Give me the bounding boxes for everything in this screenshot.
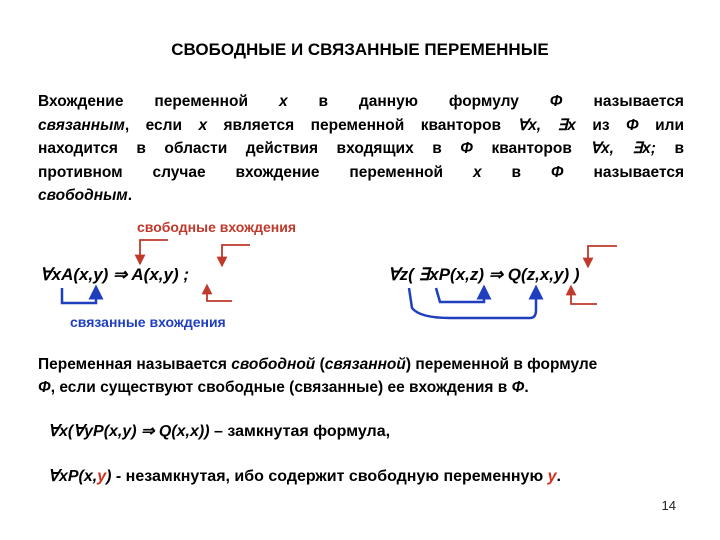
quantifier-exists: ∃x — [557, 116, 576, 134]
bound-arrows — [62, 288, 536, 318]
var-x: x — [278, 93, 288, 110]
phi: Φ — [549, 93, 563, 110]
text: является переменной кванторов — [223, 116, 502, 134]
closed-formula: ∀x(∀yP(x,y) ⇒ Q(x,x)) — [48, 423, 210, 440]
example-open — [48, 466, 561, 486]
bound-occurrences-label: связанные вхождения — [70, 314, 226, 330]
term-bound: связанным — [38, 116, 125, 134]
formula-left: ∀xA(x,y) ⇒ A(x,y) ; — [40, 265, 189, 284]
text: в — [674, 140, 684, 157]
var-x: x — [472, 163, 482, 181]
phi: Φ — [38, 379, 51, 396]
bound-arrow-x — [436, 288, 484, 302]
quantifier-forall: ∀x, — [590, 140, 614, 157]
text: Вхождение переменной — [38, 93, 249, 110]
bound-arrow-left — [62, 288, 96, 303]
quantifier-exists: ∃x; — [632, 140, 656, 157]
open-formula: ∀xP(x, — [48, 468, 98, 485]
phi: Φ — [625, 116, 639, 134]
text: находится в области действия входящих в — [38, 140, 442, 157]
text: в — [511, 163, 521, 181]
definition2-paragraph — [38, 353, 688, 399]
text: кванторов — [491, 140, 572, 157]
open-formula-end: ) — [106, 468, 112, 485]
text: , если существуют свободные (связанные) ее вхождения в — [50, 379, 508, 396]
text: . — [127, 187, 133, 204]
open-formula-text: - незамкнутая, ибо содержит свободную переменную — [115, 468, 544, 485]
term-free: свободным — [38, 187, 128, 204]
text: из — [592, 116, 610, 134]
phi: Φ — [511, 379, 525, 396]
free-arrow-3 — [207, 289, 232, 301]
text: или — [655, 116, 685, 134]
free-arrow-5 — [571, 290, 597, 304]
page-number: 14 — [661, 498, 676, 513]
term-free: свободной — [231, 356, 316, 373]
free-arrows — [140, 240, 617, 304]
free-var-y: y — [97, 468, 107, 485]
term-bound: связанной — [324, 356, 406, 373]
var-x: x — [198, 116, 208, 134]
closed-formula-text: – замкнутая формула, — [214, 423, 391, 440]
text: противном случае вхождение переменной — [38, 163, 444, 181]
text: . — [524, 379, 529, 396]
phi: Φ — [460, 140, 473, 157]
formula-right: ∀z( ∃xP(x,z) ⇒ Q(z,x,y) ) — [388, 265, 580, 284]
text: ( — [319, 356, 325, 373]
free-occurrences-label: свободные вхождения — [137, 219, 296, 235]
text: называется — [593, 163, 684, 181]
free-arrow-2 — [222, 245, 250, 262]
text: называется — [593, 93, 684, 110]
text: в данную формулу — [318, 93, 519, 110]
free-arrow-1 — [140, 240, 168, 260]
text: Переменная называется — [38, 356, 227, 373]
quantifier-forall: ∀x, — [517, 116, 542, 134]
free-var-y: y — [547, 468, 557, 485]
phi: Φ — [550, 163, 564, 181]
slide-title: СВОБОДНЫЕ И СВЯЗАННЫЕ ПЕРЕМЕННЫЕ — [171, 40, 549, 59]
example-closed — [48, 421, 390, 441]
text: , если — [124, 116, 183, 134]
text: ) переменной в формуле — [405, 356, 598, 373]
text: . — [556, 468, 561, 485]
free-arrow-4 — [588, 246, 617, 263]
